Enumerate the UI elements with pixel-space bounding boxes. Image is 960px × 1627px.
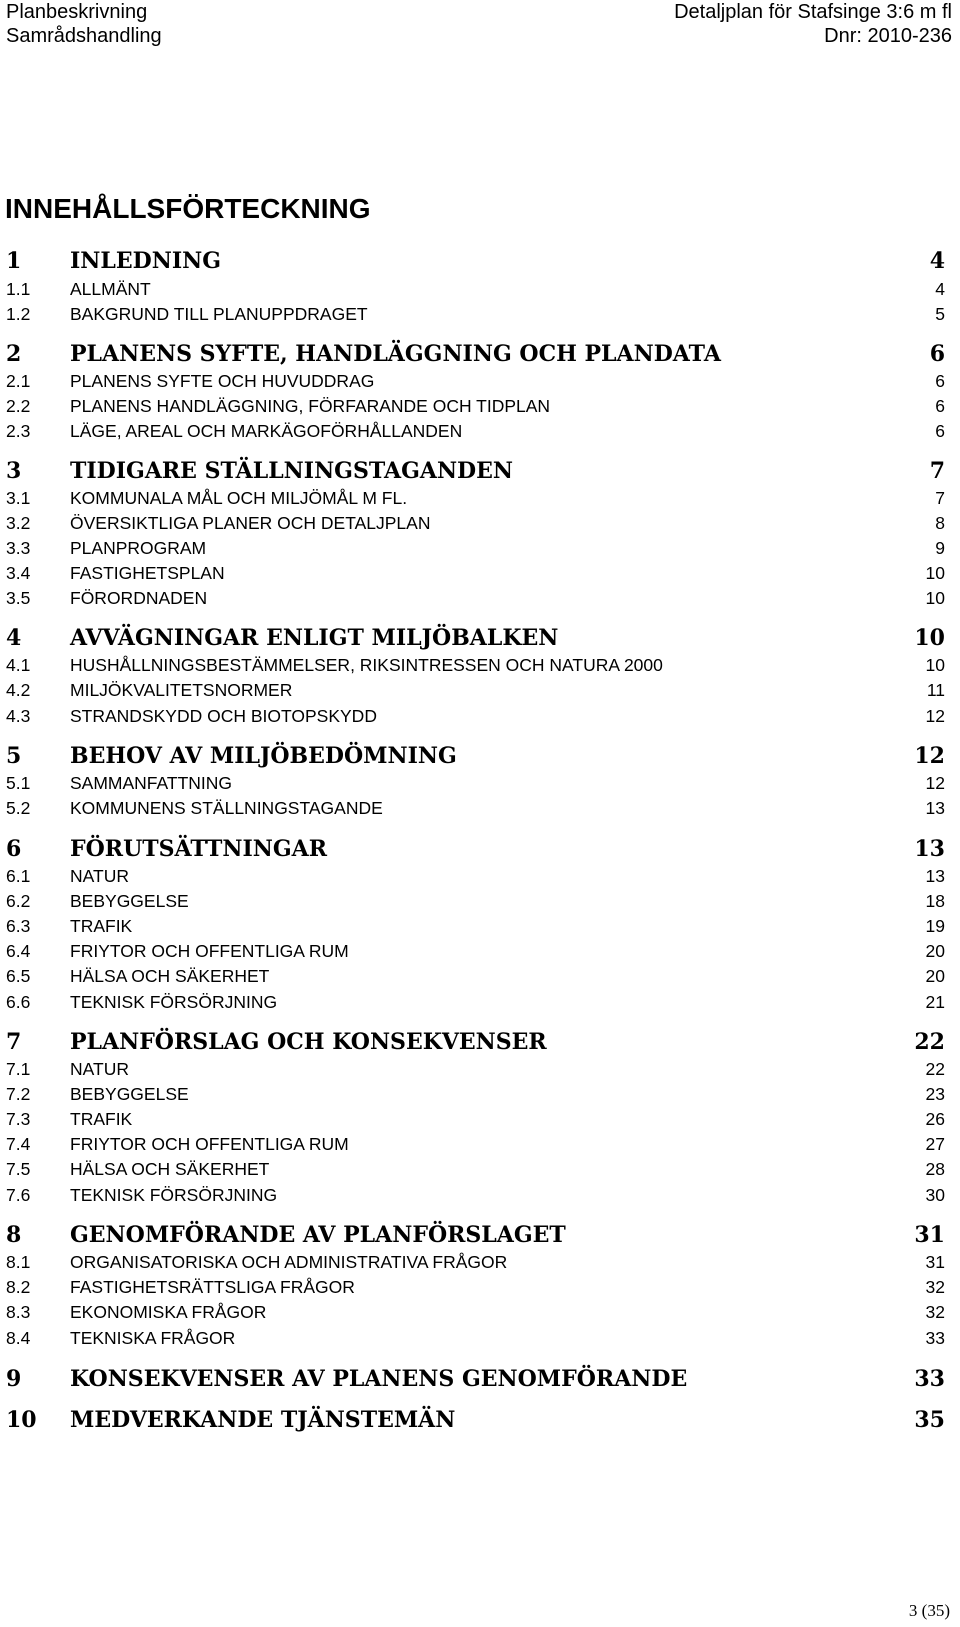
toc-entry-title: TRAFIK [70, 916, 133, 936]
toc-section[interactable] [0, 371, 960, 397]
toc-entry-title: AVVÄGNINGAR ENLIGT MILJÖBALKEN [70, 625, 559, 651]
toc-chapter[interactable] [0, 458, 960, 484]
toc-entry-number: 6.5 [6, 966, 31, 986]
toc-entry-title: NATUR [70, 1059, 129, 1079]
toc-section[interactable] [0, 941, 960, 967]
toc-entry-number: 3.1 [6, 488, 31, 508]
toc-entry-title: FRIYTOR OCH OFFENTLIGA RUM [70, 1134, 349, 1154]
toc-entry-title: PLANPROGRAM [70, 538, 207, 558]
toc-entry-page: 6 [935, 396, 945, 416]
page-number: 3 (35) [908, 1601, 950, 1620]
toc-entry-page: 10 [925, 655, 945, 675]
toc-entry-title: GENOMFÖRANDE AV PLANFÖRSLAGET [70, 1222, 566, 1248]
toc-section[interactable] [0, 891, 960, 917]
toc-entry-number: 7.3 [6, 1109, 31, 1129]
toc-entry-number: 7 [6, 1029, 22, 1055]
toc-chapter[interactable] [0, 1407, 960, 1433]
toc-entry-page: 6 [935, 421, 945, 441]
toc-chapter[interactable] [0, 248, 960, 274]
toc-entry-number: 1 [6, 248, 22, 274]
toc-entry-number: 8.1 [6, 1252, 31, 1272]
toc-entry-page: 12 [925, 706, 945, 726]
toc-entry-title: STRANDSKYDD OCH BIOTOPSKYDD [70, 706, 377, 726]
toc-entry-title: KONSEKVENSER AV PLANENS GENOMFÖRANDE [70, 1366, 688, 1392]
toc-entry-title: KOMMUNENS STÄLLNINGSTAGANDE [70, 798, 383, 818]
toc-entry-number: 6.3 [6, 916, 31, 936]
toc-section[interactable] [0, 773, 960, 799]
toc-entry-number: 3.2 [6, 513, 31, 533]
toc-entry-page: 20 [925, 966, 945, 986]
toc-entry-title: HÄLSA OCH SÄKERHET [70, 1159, 270, 1179]
toc-entry-title: KOMMUNALA MÅL OCH MILJÖMÅL M FL. [70, 488, 408, 508]
toc-entry-title: LÄGE, AREAL OCH MARKÄGOFÖRHÅLLANDEN [70, 421, 463, 441]
toc-section[interactable] [0, 655, 960, 681]
toc-section[interactable] [0, 1277, 960, 1303]
toc-section[interactable] [0, 563, 960, 589]
toc-entry-number: 4 [6, 625, 22, 651]
toc-section[interactable] [0, 1328, 960, 1354]
toc-entry-number: 7.1 [6, 1059, 31, 1079]
toc-entry-page: 30 [925, 1185, 945, 1205]
toc-entry-page: 13 [925, 866, 945, 886]
toc-entry-page: 4 [935, 279, 945, 299]
toc-section[interactable] [0, 396, 960, 422]
toc-section[interactable] [0, 538, 960, 564]
toc-section[interactable] [0, 421, 960, 447]
toc-section[interactable] [0, 1185, 960, 1211]
toc-entry-number: 2.2 [6, 396, 31, 416]
toc-entry-page: 35 [914, 1407, 945, 1433]
toc-entry-page: 7 [935, 488, 945, 508]
toc-entry-title: FÖRORDNADEN [70, 588, 208, 608]
toc-section[interactable] [0, 488, 960, 514]
toc-entry-number: 5.1 [6, 773, 31, 793]
toc-entry-title: HÄLSA OCH SÄKERHET [70, 966, 270, 986]
toc-entry-title: HUSHÅLLNINGSBESTÄMMELSER, RIKSINTRESSEN OCH NATURA 2000 [70, 655, 663, 675]
toc-entry-number: 7.4 [6, 1134, 31, 1154]
toc-entry-title: TEKNISK FÖRSÖRJNING [70, 1185, 278, 1205]
toc-entry-page: 5 [935, 304, 945, 324]
toc-chapter[interactable] [0, 1366, 960, 1392]
toc-entry-title: BEBYGGELSE [70, 1084, 189, 1104]
toc-entry-page: 26 [925, 1109, 945, 1129]
toc-entry-title: PLANENS HANDLÄGGNING, FÖRFARANDE OCH TIDPLAN [70, 396, 551, 416]
toc-entry-number: 1.1 [6, 279, 31, 299]
toc-entry-page: 13 [925, 798, 945, 818]
toc-entry-title: PLANFÖRSLAG OCH KONSEKVENSER [70, 1029, 547, 1055]
toc-entry-number: 3.3 [6, 538, 31, 558]
document-status: Samrådshandling [6, 25, 162, 47]
toc-entry-number: 8.3 [6, 1302, 31, 1322]
toc-entry-page: 10 [925, 588, 945, 608]
toc-entry-title: ORGANISATORISKA OCH ADMINISTRATIVA FRÅGOR [70, 1252, 508, 1272]
toc-entry-title: SAMMANFATTNING [70, 773, 233, 793]
toc-entry-number: 6.4 [6, 941, 31, 961]
toc-chapter[interactable] [0, 625, 960, 651]
toc-entry-page: 8 [935, 513, 945, 533]
toc-entry-page: 6 [929, 341, 945, 367]
toc-entry-page: 10 [914, 625, 945, 651]
toc-entry-page: 7 [929, 458, 945, 484]
toc-section[interactable] [0, 1159, 960, 1185]
toc-entry-title: NATUR [70, 866, 129, 886]
toc-entry-number: 7.2 [6, 1084, 31, 1104]
toc-entry-page: 12 [925, 773, 945, 793]
toc-entry-number: 2.3 [6, 421, 31, 441]
toc-section[interactable] [0, 1134, 960, 1160]
toc-entry-title: TEKNISK FÖRSÖRJNING [70, 992, 278, 1012]
toc-chapter[interactable] [0, 743, 960, 769]
toc-entry-page: 27 [925, 1134, 945, 1154]
toc-entry-number: 6.1 [6, 866, 31, 886]
toc-entry-title: FÖRUTSÄTTNINGAR [70, 836, 327, 862]
toc-section[interactable] [0, 1059, 960, 1085]
toc-entry-title: FRIYTOR OCH OFFENTLIGA RUM [70, 941, 349, 961]
toc-section[interactable] [0, 304, 960, 330]
toc-entry-page: 23 [925, 1084, 945, 1104]
toc-entry-page: 13 [914, 836, 945, 862]
toc-section[interactable] [0, 992, 960, 1018]
toc-entry-page: 21 [925, 992, 945, 1012]
toc-section[interactable] [0, 706, 960, 732]
toc-entry-title: FASTIGHETSPLAN [70, 563, 225, 583]
toc-entry-number: 9 [6, 1366, 22, 1392]
toc-section[interactable] [0, 1109, 960, 1135]
toc-entry-title: FASTIGHETSRÄTTSLIGA FRÅGOR [70, 1277, 355, 1297]
toc-entry-title: PLANENS SYFTE OCH HUVUDDRAG [70, 371, 375, 391]
toc-entry-number: 3.5 [6, 588, 31, 608]
toc-entry-number: 8.4 [6, 1328, 31, 1348]
toc-entry-number: 4.1 [6, 655, 31, 675]
toc-entry-number: 6.2 [6, 891, 31, 911]
toc-section[interactable] [0, 1302, 960, 1328]
registration-number: Dnr: 2010-236 [824, 25, 952, 47]
toc-entry-page: 10 [925, 563, 945, 583]
toc-entry-page: 9 [935, 538, 945, 558]
toc-section[interactable] [0, 866, 960, 892]
toc-entry-title: TIDIGARE STÄLLNINGSTAGANDEN [70, 458, 514, 484]
toc-entry-number: 3.4 [6, 563, 31, 583]
toc-entry-title: ALLMÄNT [70, 279, 151, 299]
toc-entry-page: 22 [925, 1059, 945, 1079]
toc-entry-page: 20 [925, 941, 945, 961]
plan-name: Detaljplan för Stafsinge 3:6 m fl [674, 1, 952, 23]
toc-chapter[interactable] [0, 1222, 960, 1248]
toc-section[interactable] [0, 798, 960, 824]
toc-entry-number: 7.6 [6, 1185, 31, 1205]
toc-entry-number: 8.2 [6, 1277, 31, 1297]
toc-entry-page: 11 [926, 680, 945, 700]
toc-entry-number: 4.3 [6, 706, 31, 726]
toc-entry-title: INLEDNING [70, 248, 222, 274]
toc-entry-number: 8 [6, 1222, 22, 1248]
toc-entry-number: 2 [6, 341, 22, 367]
toc-entry-title: BEHOV AV MILJÖBEDÖMNING [70, 743, 457, 769]
toc-section[interactable] [0, 1084, 960, 1110]
document-type: Planbeskrivning [6, 1, 148, 23]
toc-entry-title: MEDVERKANDE TJÄNSTEMÄN [70, 1407, 456, 1433]
toc-section[interactable] [0, 1252, 960, 1278]
toc-entry-page: 19 [925, 916, 945, 936]
toc-section[interactable] [0, 680, 960, 706]
toc-entry-page: 4 [929, 248, 945, 274]
toc-entry-page: 31 [925, 1252, 945, 1272]
toc-section[interactable] [0, 513, 960, 539]
toc-section[interactable] [0, 588, 960, 614]
toc-entry-page: 6 [935, 371, 945, 391]
toc-entry-title: MILJÖKVALITETSNORMER [70, 680, 293, 700]
toc-entry-page: 33 [914, 1366, 945, 1392]
toc-entry-number: 7.5 [6, 1159, 31, 1179]
toc-section[interactable] [0, 279, 960, 305]
toc-entry-number: 6 [6, 836, 22, 862]
toc-entry-page: 32 [925, 1277, 945, 1297]
toc-section[interactable] [0, 916, 960, 942]
toc-chapter[interactable] [0, 836, 960, 862]
toc-section[interactable] [0, 966, 960, 992]
toc-entry-page: 33 [925, 1328, 945, 1348]
toc-heading: INNEHÅLLSFÖRTECKNING [5, 193, 371, 224]
toc-entry-page: 31 [914, 1222, 945, 1248]
toc-entry-page: 12 [914, 743, 945, 769]
toc-entry-number: 4.2 [6, 680, 31, 700]
toc-entry-page: 32 [925, 1302, 945, 1322]
toc-entry-title: TEKNISKA FRÅGOR [70, 1328, 236, 1348]
toc-entry-title: BEBYGGELSE [70, 891, 189, 911]
toc-entry-number: 5 [6, 743, 22, 769]
toc-chapter[interactable] [0, 1029, 960, 1055]
toc-entry-number: 3 [6, 458, 22, 484]
toc-entry-title: PLANENS SYFTE, HANDLÄGGNING OCH PLANDATA [70, 341, 721, 367]
toc-entry-number: 5.2 [6, 798, 31, 818]
toc-entry-title: EKONOMISKA FRÅGOR [70, 1302, 267, 1322]
toc-entry-page: 22 [914, 1029, 945, 1055]
toc-entry-number: 1.2 [6, 304, 31, 324]
toc-entry-number: 2.1 [6, 371, 31, 391]
toc-entry-page: 28 [925, 1159, 945, 1179]
toc-entry-page: 18 [925, 891, 945, 911]
toc-entry-title: TRAFIK [70, 1109, 133, 1129]
toc-entry-number: 10 [6, 1407, 37, 1433]
toc-entry-title: ÖVERSIKTLIGA PLANER OCH DETALJPLAN [70, 513, 431, 533]
toc-chapter[interactable] [0, 341, 960, 367]
toc-entry-title: BAKGRUND TILL PLANUPPDRAGET [70, 304, 368, 324]
toc-entry-number: 6.6 [6, 992, 31, 1012]
